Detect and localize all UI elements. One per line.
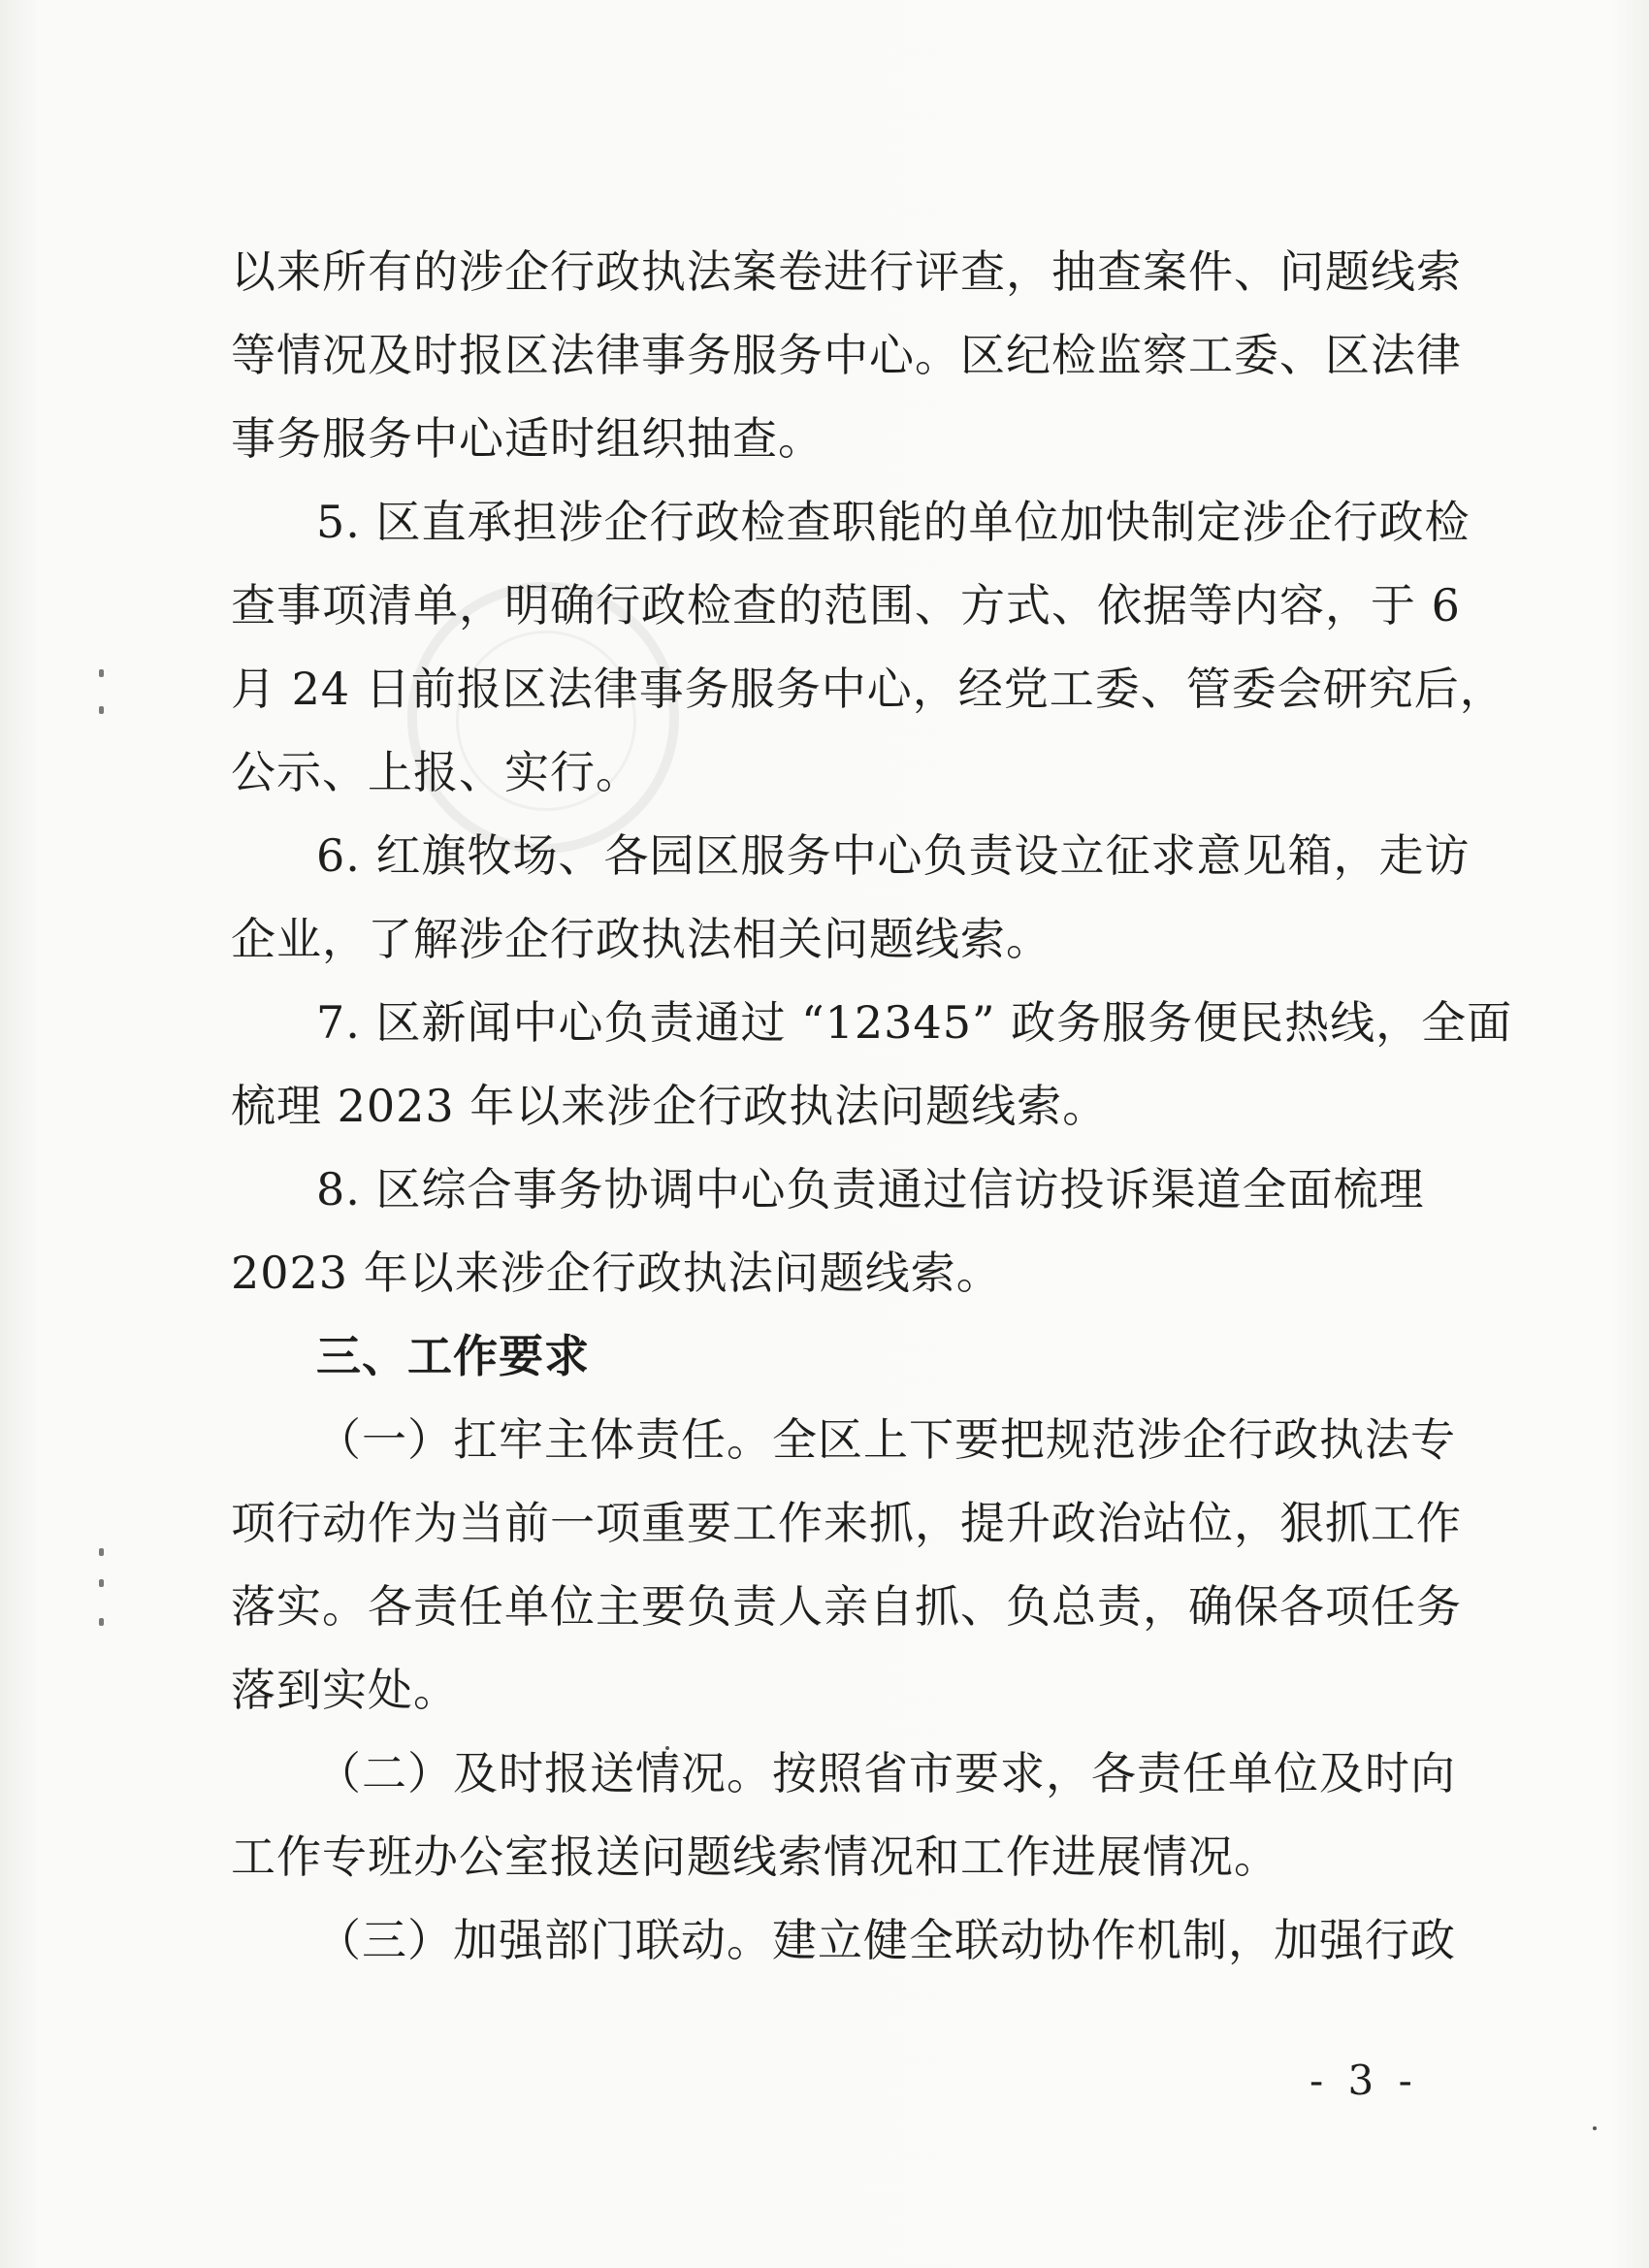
body-line: 企业，了解涉企行政执法相关问题线索。 (231, 913, 1051, 965)
body-line: 2023 年以来涉企行政执法问题线索。 (231, 1247, 1002, 1299)
body-line: 查事项清单，明确行政检查的范围、方式、依据等内容，于 6 (231, 579, 1461, 632)
body-line: 公示、上报、实行。 (231, 746, 641, 798)
body-line: 月 24 日前报区法律事务服务中心，经党工委、管委会研究后， (231, 663, 1505, 715)
body-line: 工作专班办公室报送问题线索情况和工作进展情况。 (231, 1831, 1279, 1883)
body-line: 落到实处。 (231, 1664, 459, 1716)
binding-mark (99, 706, 104, 714)
binding-mark (99, 1548, 104, 1556)
requirement-1-line: （一）扛牢主体责任。全区上下要把规范涉企行政执法专 (316, 1413, 1456, 1466)
binding-mark (99, 669, 104, 677)
body-line: 梳理 2023 年以来涉企行政执法问题线索。 (231, 1080, 1109, 1132)
body-line: 落实。各责任单位主要负责人亲自抓、负总责，确保各项任务 (231, 1580, 1462, 1633)
scan-speck (1593, 2126, 1597, 2130)
requirement-3-line: （三）加强部门联动。建立健全联动协作机制，加强行政 (316, 1914, 1456, 1966)
body-line: 等情况及时报区法律事务服务中心。区纪检监察工委、区法律 (231, 329, 1462, 381)
item-5-line: 5. 区直承担涉企行政检查职能的单位加快制定涉企行政检 (316, 496, 1471, 548)
item-6-line: 6. 红旗牧场、各园区服务中心负责设立征求意见箱，走访 (316, 829, 1471, 882)
requirement-2-line: （二）及时报送情况。按照省市要求，各责任单位及时向 (316, 1747, 1456, 1799)
item-7-line: 7. 区新闻中心负责通过 “12345” 政务服务便民热线，全面 (316, 996, 1513, 1049)
body-line: 项行动作为当前一项重要工作来抓，提升政治站位，狠抓工作 (231, 1497, 1462, 1549)
body-line: 以来所有的涉企行政执法案卷进行评查，抽查案件、问题线索 (231, 245, 1462, 298)
item-8-line: 8. 区综合事务协调中心负责通过信访投诉渠道全面梳理 (316, 1163, 1425, 1215)
body-line: 事务服务中心适时组织抽查。 (231, 412, 824, 465)
section-heading: 三、工作要求 (316, 1330, 590, 1382)
page-number: - 3 - (1310, 2057, 1418, 2104)
binding-mark (99, 1579, 104, 1587)
binding-mark (99, 1618, 104, 1626)
